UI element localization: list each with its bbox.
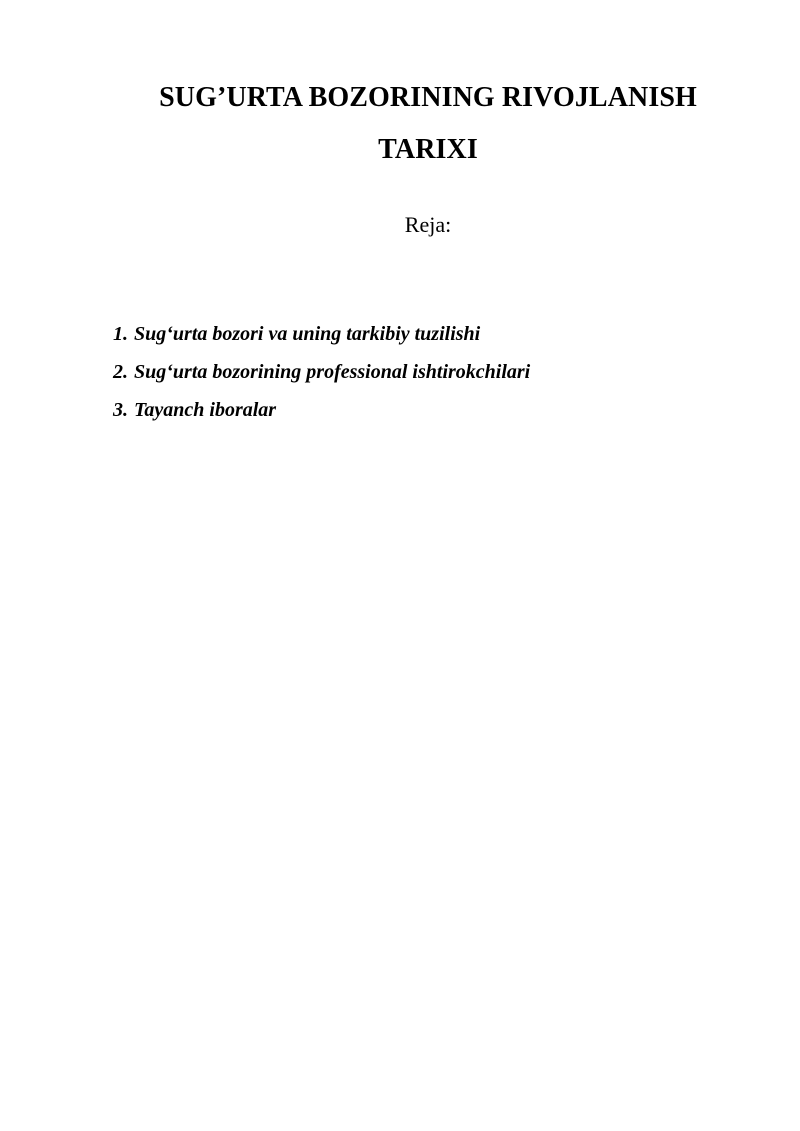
document-title-line-1: SUG’URTA BOZORINING RIVOJLANISH [159, 82, 697, 113]
plan-item-number: 2. [113, 361, 128, 383]
plan-heading: Reja: [404, 212, 452, 237]
plan-item-3 [113, 391, 530, 429]
document-title [118, 72, 738, 176]
plan-item-text: Sug‘urta bozorining professional ishtirokchilari [134, 361, 531, 383]
plan-list [113, 315, 530, 429]
plan-item-text: Sug‘urta bozori va uning tarkibiy tuzilishi [134, 323, 481, 345]
plan-item-1 [113, 315, 530, 353]
plan-item-number: 3. [113, 399, 128, 421]
plan-item-number: 1. [113, 323, 128, 345]
document-title-line-2: TARIXI [378, 134, 478, 165]
plan-item-text: Tayanch iboralar [134, 399, 277, 421]
plan-item-2 [113, 353, 530, 391]
